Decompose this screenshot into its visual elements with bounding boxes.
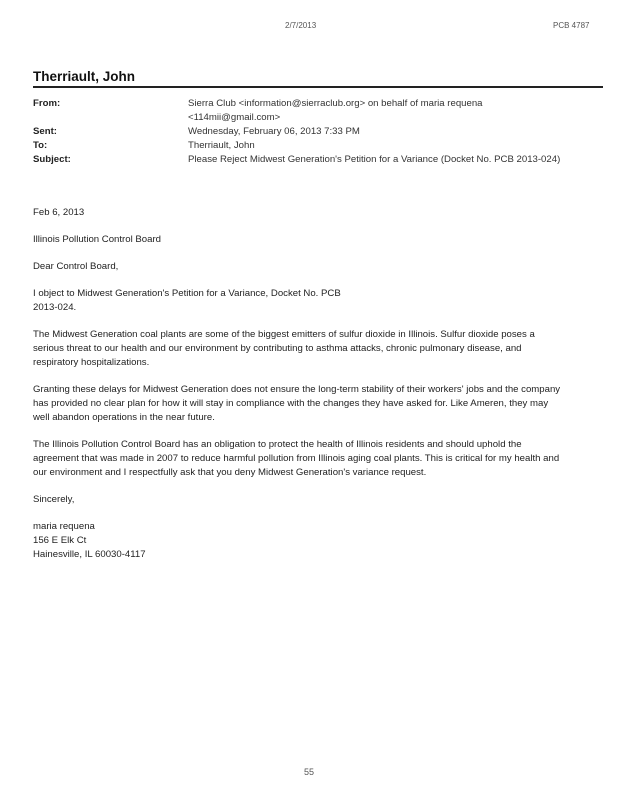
letter-paragraph: I object to Midwest Generation's Petition for a Variance, Docket No. PCB 2013-024. — [33, 288, 341, 313]
signature-block — [33, 520, 565, 562]
email-header-fields — [33, 97, 593, 167]
subject-row — [33, 153, 593, 167]
letter-paragraph: The Midwest Generation coal plants are some of the biggest emitters of sulfur dioxide in Illinois. Sulfur dioxide poses a serious threat to our health and our environment by contributing to asthma attacks, chronic pulmonary disease, and respiratory hospitalizations. — [33, 329, 535, 368]
letter-salutation: Dear Control Board, — [33, 261, 119, 272]
letter-paragraph: The Illinois Pollution Control Board has an obligation to protect the health of Illinois residents and should uphold the agreement that was made in 2007 to reduce harmful pollution from Illinois aging coal plants. This is critical for my health and our environment and I respectfully ask that you deny Midwest Generation's variance request. — [33, 439, 560, 478]
subject-value: Please Reject Midwest Generation's Petition for a Variance (Docket No. PCB 2013-024) — [188, 154, 561, 165]
letter-closing: Sincerely, — [33, 494, 75, 505]
from-value: Sierra Club <information@sierraclub.org> on behalf of maria requena — [188, 98, 483, 109]
from-email-label — [33, 111, 188, 125]
from-email-value: <114mii@gmail.com> — [188, 112, 281, 123]
subject-label: Subject: — [33, 154, 71, 165]
letter-date: Feb 6, 2013 — [33, 207, 85, 218]
sender-name: Therriault, John — [33, 69, 136, 84]
sent-row — [33, 125, 593, 139]
header-divider — [33, 86, 603, 88]
signature-name: maria requena — [33, 521, 95, 532]
document-number: PCB 4787 — [553, 21, 590, 30]
from-row — [33, 97, 593, 111]
sent-value: Wednesday, February 06, 2013 7:33 PM — [188, 126, 360, 137]
signature-street: 156 E Elk Ct — [33, 535, 87, 546]
to-value: Therriault, John — [188, 140, 255, 151]
letter-recipient: Illinois Pollution Control Board — [33, 234, 161, 245]
to-row — [33, 139, 593, 153]
from-label: From: — [33, 98, 61, 109]
letter-body — [33, 206, 565, 562]
signature-city: Hainesville, IL 60030-4117 — [33, 549, 146, 560]
letter-paragraph: Granting these delays for Midwest Generation does not ensure the long-term stability of their workers' jobs and the company has provided no clear plan for how it will stay in compliance with the changes they have asked for. Like Ameren, they may well abandon operations in the near future. — [33, 384, 561, 423]
date-stamp: 2/7/2013 — [285, 21, 317, 30]
page-number: 55 — [303, 767, 314, 777]
from-email-row — [33, 111, 593, 125]
sent-label: Sent: — [33, 126, 57, 137]
to-label: To: — [33, 140, 48, 151]
